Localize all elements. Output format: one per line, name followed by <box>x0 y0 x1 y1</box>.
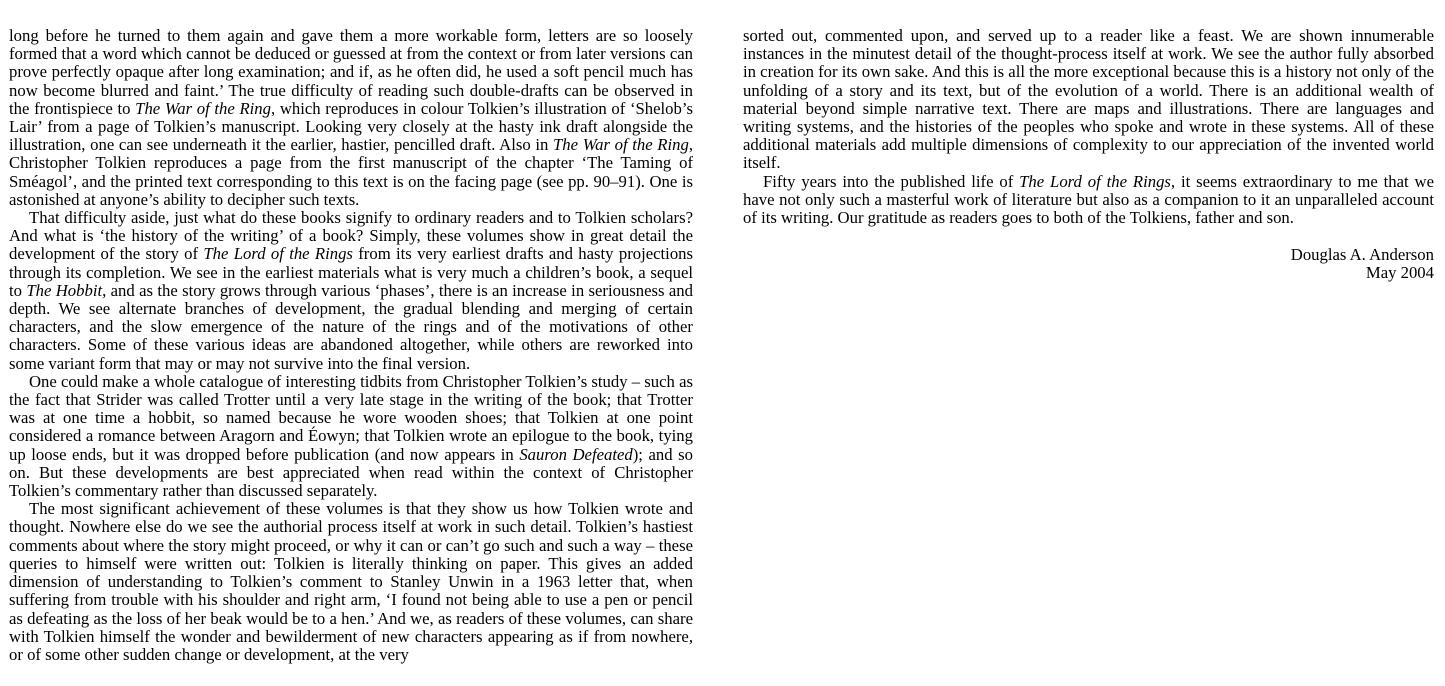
book-title-italic: Sauron Defeated <box>519 444 633 464</box>
text-run: One could make a whole catalogue of interesting tidbits from Christopher Tolkien’s study – such as the fact that Strider was called Trotter until a very late stage in the writing of the book; that Trotter was at one time a hobbit, so named because he wore wooden shoes; that Tolkien at one point considered a romance between Aragorn and Éowyn; that Tolkien wrote an epilogue to the book, tying up loose ends, but it was dropped before publication (and now appears in <box>9 371 693 464</box>
text-run: from its very earliest drafts and hasty projections through its completion. We see in the earliest materials what is very much a children’s book, a sequel to <box>9 244 693 300</box>
paragraph <box>9 27 693 209</box>
page-left-text <box>9 0 693 664</box>
paragraph <box>9 373 693 500</box>
text-run: , it seems extraordinary to me that we have not only such a masterful work of literature but also as a companion to it an unparalleled account of its writing. Our gratitude as readers goes to both of the Tolkiens, father and son. <box>743 171 1434 228</box>
book-title-italic: The Lord of the Rings <box>1019 171 1171 191</box>
book-title-italic: The Hobbit <box>26 280 103 300</box>
page-left <box>9 0 693 686</box>
book-title-italic: The War of the Ring <box>135 98 271 118</box>
paragraph <box>9 209 693 373</box>
page-right-text <box>743 0 1434 227</box>
text-run: , and as the story grows through various ‘phases’, there is an increase in seriousness and depth. We see alternate branches of development, the gradual blending and merging of certain characters, and the slow emergence of the nature of the rings and of the motivations of other characters. Some of these various ideas are abandoned altogether, while others are reworked into some variant form that may or may not survive into the final version. <box>9 280 693 373</box>
paragraph <box>9 500 693 664</box>
text-run: , Christopher Tolkien reproduces a page from the first manuscript of the chapter ‘The Taming of Sméagol’, and the printed text corresponding to this text is on the facing page (see pp. 90–91). One is astonished at anyone’s ability to decipher such texts. <box>9 135 693 209</box>
text-run: That difficulty aside, just what do these books signify to ordinary readers and to Tolkien scholars? And what is ‘the history of the writing’ of a book? Simply, these volumes show in great detail the development of the story of <box>9 208 693 264</box>
book-title-italic: The Lord of the Rings <box>203 244 353 264</box>
signature-date: May 2004 <box>1365 263 1434 283</box>
signature-author: Douglas A. Anderson <box>1290 245 1434 265</box>
text-run: ); and so on. But these developments are best appreciated when read within the context of Christopher Tolkien’s commentary rather than discussed separately. <box>9 444 693 501</box>
text-run: , which reproduces in colour Tolkien’s illustration of ‘Shelob’s Lair’ from a page of Tolkien’s manuscript. Looking very closely at the hasty ink draft alongside the illustration, one can see underneath it the earlier, hastier, pencilled draft. Also in <box>9 98 693 155</box>
paragraph <box>743 27 1434 173</box>
text-run: sorted out, commented upon, and served up to a reader like a feast. We are shown innumerable instances in the minutest detail of the thought-process itself at work. We see the author fully absorbed in creation for its own sake. And this is all the more exceptional because this is a history not only of the unfolding of a story and its text, but of the evolution of a world. There is an additional wealth of material beyond simple narrative text. There are maps and illustrations. There are languages and writing systems, and the histories of the peoples who spoke and wrote in these systems. All of these additional materials add multiple dimensions of complexity to our appreciation of the invented world itself. <box>743 26 1434 173</box>
paragraph <box>743 173 1434 228</box>
signature-block <box>743 246 1434 282</box>
text-run: Fifty years into the published life of <box>763 171 1020 191</box>
text-run: long before he turned to them again and gave them a more workable form, letters are so loosely formed that a word which cannot be deduced or guessed at from the context or from later versions can prove perfectly opaque after long examination; and if, as he often did, he used a soft pencil much has now become blurred and faint.’ The true difficulty of reading such double-drafts can be observed in the frontispiece to <box>9 26 693 118</box>
text-run: The most significant achievement of these volumes is that they show us how Tolkien wrote and thought. Nowhere else do we see the authorial process itself at work in such detail. Tolkien’s hastiest comments about where the story might proceed, or why it can or can’t go such and such a way – these queries to himself were written out: Tolkien is literally thinking on paper. This gives an added dimension of understanding to Tolkien’s comment to Stanley Unwin in a 1963 letter that, when suffering from trouble with his shoulder and right arm, ‘I found not being able to use a pen or pencil as defeating as the loss of her beak would be to a hen.’ And we, as readers of these volumes, can share with Tolkien himself the wonder and bewilderment of new characters appearing as if from nowhere, or of some other sudden change or development, at the very <box>9 499 693 664</box>
page-right <box>743 0 1434 686</box>
book-title-italic: The War of the Ring <box>553 135 689 155</box>
